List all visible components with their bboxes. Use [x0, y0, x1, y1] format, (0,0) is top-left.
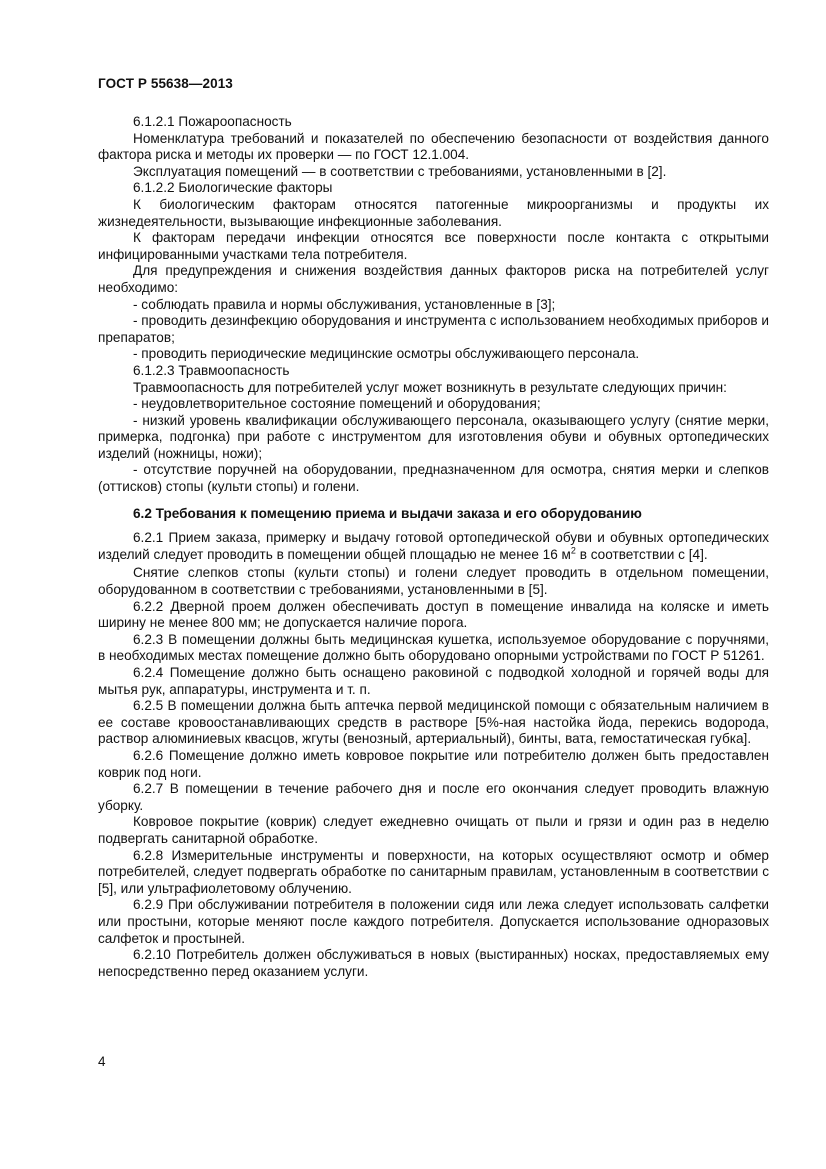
- list-item: - проводить периодические медицинские осмотры обслуживающего персонала.: [133, 346, 640, 362]
- list-item: - низкий уровень квалификации обслуживающего персонала, оказывающего услугу (снятие мерки, примерка, подгонка) при работе с инструментом для изготовления обуви и обувных ортопедических изделий (ножницы, ножи);: [98, 412, 769, 461]
- document-body: [98, 114, 769, 980]
- subsection-title: 6.1.2.2 Биологические факторы: [133, 180, 333, 196]
- paragraph: 6.2.4 Помещение должно быть оснащено раковиной с подводкой холодной и горячей воды для мытья рук, аппаратуры, инструмента и т. п.: [98, 665, 769, 697]
- subsection-title: 6.1.2.3 Травмоопасность: [133, 362, 290, 378]
- paragraph-text: в соответствии с [4].: [575, 546, 708, 562]
- paragraph: Ковровое покрытие (коврик) следует ежедневно очищать от пыли и грязи и один раз в неделю подвергать санитарной обработке.: [98, 814, 769, 846]
- paragraph: 6.2.6 Помещение должно иметь ковровое покрытие или потребителю должен быть предоставлен коврик под ноги.: [98, 747, 769, 780]
- page-number: 4: [98, 1054, 106, 1069]
- document-header: ГОСТ Р 55638—2013: [98, 76, 233, 91]
- list-item: - неудовлетворительное состояние помещений и оборудования;: [133, 396, 541, 412]
- paragraph: 6.2.7 В помещении в течение рабочего дня и после его окончания следует проводить влажную уборку.: [98, 781, 769, 813]
- list-item: - проводить дезинфекцию оборудования и инструмента с использованием необходимых приборов и препаратов;: [98, 313, 769, 345]
- paragraph: 6.2.10 Потребитель должен обслуживаться в новых (выстиранных) носках, предоставляемых ему непосредственно перед оказанием услуги.: [98, 947, 769, 979]
- paragraph: Травмоопасность для потребителей услуг может возникнуть в результате следующих причин:: [133, 379, 727, 395]
- paragraph: Для предупреждения и снижения воздействия данных факторов риска на потребителей услуг необходимо:: [98, 263, 769, 295]
- subsection-title: 6.1.2.1 Пожароопасность: [133, 114, 292, 129]
- section-heading: 6.2 Требования к помещению приема и выдачи заказа и его оборудованию: [133, 505, 642, 521]
- superscript: 2: [570, 545, 576, 556]
- paragraph: 6.2.2 Дверной проем должен обеспечивать доступ в помещение инвалида на коляске и иметь ширину не менее 800 мм; не допускается наличие порога.: [98, 598, 769, 631]
- paragraph: [98, 530, 769, 563]
- list-item: - отсутствие поручней на оборудовании, предназначенном для осмотра, снятия мерки и слепков (оттисков) стопы (культи стопы) и голени.: [98, 462, 769, 495]
- paragraph: К биологическим факторам относятся патогенные микроорганизмы и продукты их жизнедеятельности, вызывающие инфекционные заболевания.: [98, 196, 769, 229]
- paragraph: Снятие слепков стопы (культи стопы) и голени следует проводить в отдельном помещении, оборудованном в соответствии с требованиями, установленными в [5].: [98, 565, 769, 598]
- paragraph: К факторам передачи инфекции относятся все поверхности после контакта с открытыми инфицированными участками тела потребителя.: [98, 230, 769, 262]
- paragraph: Номенклатура требований и показателей по обеспечению безопасности от воздействия данного фактора риска и методы их проверки — по ГОСТ 12.1.004.: [98, 130, 769, 163]
- paragraph: Эксплуатация помещений — в соответствии с требованиями, установленными в [2].: [133, 163, 667, 179]
- paragraph: 6.2.5 В помещении должна быть аптечка первой медицинской помощи с обязательным наличием в ее составе кровоостанавливающих средств в растворе [5%-ная настойка йода, перекись водорода, раствор алюминиевых квасцов, жгуты (венозный, артериальный), бинты, вата, гемостатическая губка].: [98, 698, 769, 747]
- list-item: - соблюдать правила и нормы обслуживания, установленные в [3];: [133, 296, 556, 312]
- paragraph: 6.2.3 В помещении должны быть медицинская кушетка, используемое оборудование с поручнями, в необходимых местах помещение должно быть оборудовано опорными устройствами по ГОСТ Р 51261.: [98, 631, 769, 664]
- paragraph: 6.2.9 При обслуживании потребителя в положении сидя или лежа следует использовать салфетки или простыни, которые меняют после каждого потребителя. Допускается использование одноразовых салфеток и простыней.: [98, 897, 769, 946]
- paragraph-text: 6.2.1 Прием заказа, примерку и выдачу готовой ортопедической обуви и обувных ортопедических изделий следует проводить в помещении общей площадью не менее 16 м: [98, 530, 769, 562]
- paragraph: 6.2.8 Измерительные инструменты и поверхности, на которых осуществляют осмотр и обмер потребителей, следует подвергать обработке по санитарным правилам, установленным в соответствии с [5], или ультрафиолетовому облучению.: [98, 847, 769, 896]
